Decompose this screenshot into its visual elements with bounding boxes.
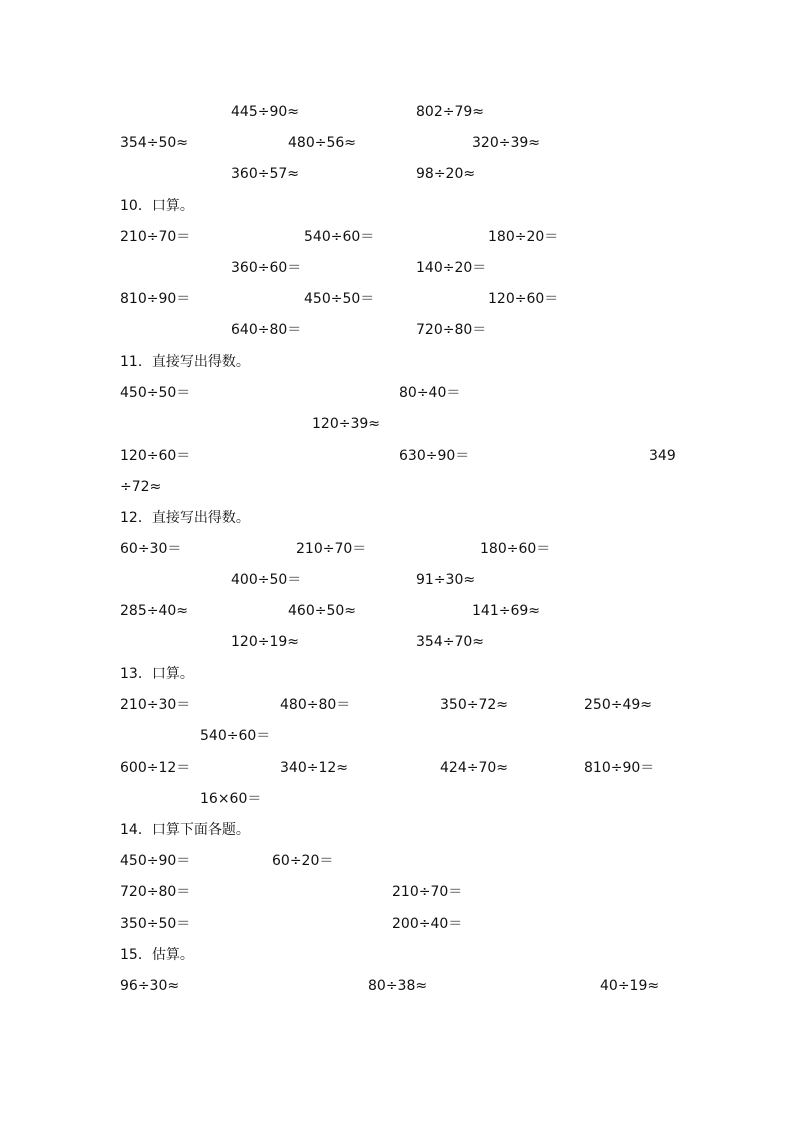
expression: 98÷20≈ (416, 166, 476, 182)
expression: 350÷50＝ (120, 916, 191, 932)
expression: 480÷56≈ (288, 135, 356, 151)
expression: 250÷49≈ (584, 697, 652, 713)
expression: 96÷30≈ (120, 978, 180, 994)
expression: 720÷80＝ (120, 884, 191, 900)
expression: 802÷79≈ (416, 104, 484, 120)
expression: 360÷57≈ (231, 166, 299, 182)
expression: 60÷30＝ (120, 541, 182, 557)
expression: 120÷60＝ (120, 448, 191, 464)
expression: 210÷70＝ (120, 229, 191, 245)
expression: 210÷70＝ (296, 541, 367, 557)
expression: 450÷90＝ (120, 853, 191, 869)
expression: 200÷40＝ (392, 916, 463, 932)
expression: 350÷72≈ (440, 697, 508, 713)
question-heading: 13．口算。 (120, 666, 194, 682)
expression: 400÷50＝ (231, 572, 302, 588)
expression: 340÷12≈ (280, 760, 348, 776)
expression: 540÷60＝ (304, 229, 375, 245)
expression: 540÷60＝ (200, 728, 271, 744)
expression: 630÷90＝ (399, 448, 470, 464)
expression: 120÷39≈ (312, 416, 380, 432)
expression: 640÷80＝ (231, 322, 302, 338)
expression: 141÷69≈ (472, 603, 540, 619)
expression: 600÷12＝ (120, 760, 191, 776)
expression: 40÷19≈ (600, 978, 660, 994)
expression: 320÷39≈ (472, 135, 540, 151)
expression: 480÷80＝ (280, 697, 351, 713)
expression: 450÷50＝ (120, 385, 191, 401)
expression: 450÷50＝ (304, 291, 375, 307)
question-heading: 12．直接写出得数。 (120, 510, 250, 526)
question-heading: 14．口算下面各题。 (120, 822, 250, 838)
expression: 460÷50≈ (288, 603, 356, 619)
expression: 810÷90＝ (120, 291, 191, 307)
question-heading: 10．口算。 (120, 198, 194, 214)
expression: 210÷70＝ (392, 884, 463, 900)
expression: 210÷30＝ (120, 697, 191, 713)
expression: 120÷19≈ (231, 634, 299, 650)
expression: 140÷20＝ (416, 260, 487, 276)
expression: 80÷40＝ (399, 385, 461, 401)
expression: 180÷60＝ (480, 541, 551, 557)
expression: 354÷70≈ (416, 634, 484, 650)
expression: 80÷38≈ (368, 978, 428, 994)
expression: 60÷20＝ (272, 853, 334, 869)
expression: 285÷40≈ (120, 603, 188, 619)
question-heading: 15．估算。 (120, 947, 194, 963)
expression: 424÷70≈ (440, 760, 508, 776)
question-heading: 11．直接写出得数。 (120, 354, 250, 370)
expression: 349 (649, 448, 676, 464)
expression: 16×60＝ (200, 791, 262, 807)
expression: 354÷50≈ (120, 135, 188, 151)
expression: 445÷90≈ (231, 104, 299, 120)
expression: 720÷80＝ (416, 322, 487, 338)
expression: 180÷20＝ (488, 229, 559, 245)
expression: 91÷30≈ (416, 572, 476, 588)
expression: 360÷60＝ (231, 260, 302, 276)
expression: 810÷90＝ (584, 760, 655, 776)
expression: 120÷60＝ (488, 291, 559, 307)
expression: ÷72≈ (120, 479, 162, 495)
